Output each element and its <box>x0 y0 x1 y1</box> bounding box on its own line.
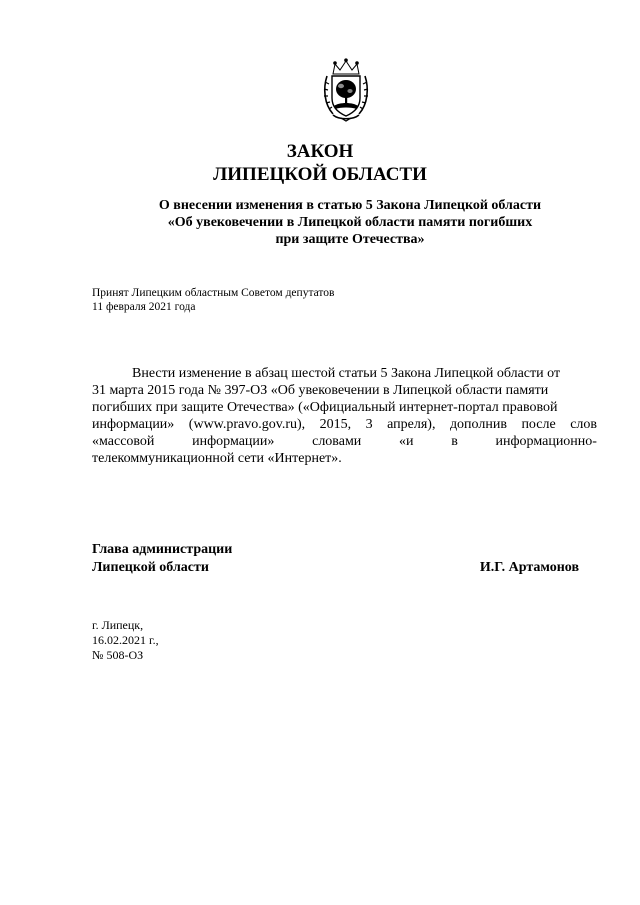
body-word: «и <box>399 434 414 449</box>
footer-date: 16.02.2021 г., <box>92 633 159 647</box>
body-word: в <box>451 434 458 449</box>
body-word: информационно- <box>495 434 597 449</box>
body-word: после <box>521 417 556 432</box>
adoption-note-line-2: 11 февраля 2021 года <box>92 301 196 313</box>
signatory-name: И.Г. Артамонов <box>479 560 579 575</box>
signature-position-line-2: Липецкой области <box>92 560 209 575</box>
signature-row-1 <box>92 541 597 559</box>
body-word: 3 <box>365 417 373 432</box>
body-line-5 <box>92 433 597 450</box>
document-title-line-1: ЗАКОН <box>286 141 354 162</box>
adoption-note <box>92 286 334 314</box>
law-body-paragraph <box>92 365 597 467</box>
law-subject <box>60 197 640 248</box>
body-line-1: Внести изменение в абзац шестой статьи 5 Закона Липецкой области от <box>132 366 561 381</box>
adoption-note-line-1: Принят Липецким областным Советом депутатов <box>92 287 335 299</box>
law-subject-line-1: О внесении изменения в статью 5 Закона Липецкой области <box>158 198 542 213</box>
document-footer <box>92 618 159 663</box>
body-line-2-text: 31 марта 2015 года № 397-ОЗ «Об увековечении в Липецкой области памяти <box>92 383 549 398</box>
body-word: словами <box>312 434 362 449</box>
signature-block <box>92 541 597 577</box>
body-line-2 <box>92 382 597 399</box>
law-subject-line-3: при защите Отечества» <box>275 232 425 247</box>
body-line-6: телекоммуникационной сети «Интернет». <box>92 451 342 466</box>
law-subject-line-2: «Об увековечении в Липецкой области памяти погибших <box>167 215 533 230</box>
body-line-3-text: погибших при защите Отечества» («Официальный интернет-портал правовой <box>92 400 558 415</box>
signature-position-line-1: Глава администрации <box>92 542 233 557</box>
body-word: информации» <box>92 417 175 432</box>
body-word: 2015, <box>319 417 352 432</box>
signature-row-2 <box>92 559 597 577</box>
body-word: слов <box>570 417 597 432</box>
footer-number: № 508-ОЗ <box>92 648 144 662</box>
footer-city: г. Липецк, <box>92 618 144 632</box>
body-line-3 <box>92 399 597 416</box>
body-word: (www.pravo.gov.ru), <box>188 417 306 432</box>
body-word: «массовой <box>92 434 155 449</box>
document-title-line-2: ЛИПЕЦКОЙ ОБЛАСТИ <box>213 164 427 185</box>
body-word: информации» <box>192 434 275 449</box>
body-word: апреля), <box>387 417 436 432</box>
lipetsk-region-coat-of-arms-icon <box>321 58 371 122</box>
body-line-4 <box>92 416 597 433</box>
body-word: дополнив <box>449 417 507 432</box>
